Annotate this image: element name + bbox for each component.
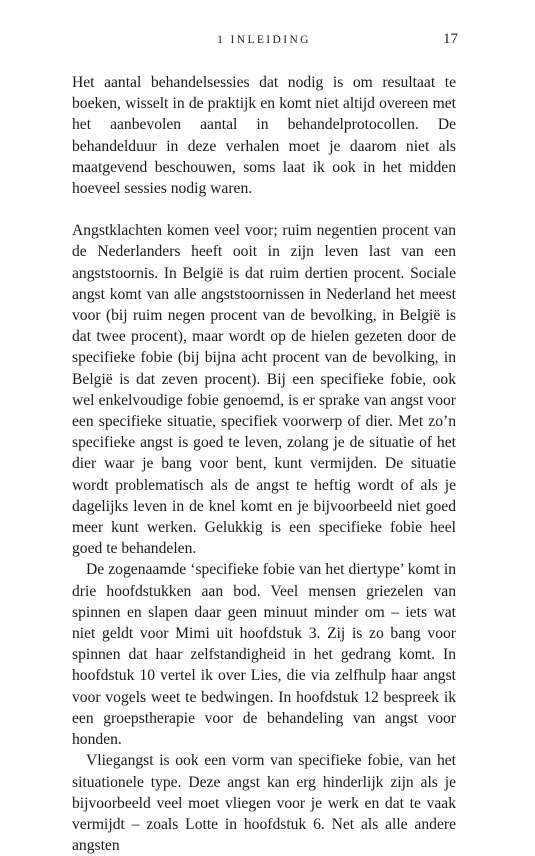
- body-text: [72, 72, 456, 856]
- page-number: 17: [443, 31, 458, 47]
- paragraph-animal-phobia: De zogenaamde ‘specifieke fobie van het diertype’ komt in drie hoofdstukken aan bod. Veel mensen griezelen van spinnen en slapen daar geen minuut minder om – iets wat niet geldt voor Mimi uit hoofdstuk 3. Zij is zo bang voor spinnen dat haar zelfstandigheid in het gedrang komt. In hoofdstuk 10 vertel ik over Lies, die via zelfhulp haar angst voor vogels weet te bedwingen. In hoofdstuk 12 bespreek ik een groepstherapie voor de behandeling van angst voor honden.: [72, 561, 456, 749]
- paragraph-anxiety-prevalence: Angstklachten komen veel voor; ruim negentien procent van de Nederlanders heeft ooit in zijn leven last van een angststoornis. In België is dat ruim dertien procent. Sociale angst komt van alle angststoornissen in Nederland het meest voor (bij ruim negen procent van de bevolking, in België is dat twee procent), maar wordt op de hielen gezeten door de specifieke fobie (bij bijna acht procent van de bevolking, in België is dat zeven procent). Bij een specifieke fobie, ook wel enkelvoudige fobie genoemd, is er sprake van angst voor een specifieke situatie, specifiek voorwerp of dier. Met zo’n specifieke angst is goed te leven, zolang je de situatie of het dier waar je bang voor bent, kunt vermijden. De situatie wordt problematisch als de angst te heftig wordt of als je dagelijks leven in de knel komt en je bijvoorbeeld niet goed meer kunt werken. Gelukkig is een specifieke fobie heel goed te behandelen.: [72, 222, 456, 558]
- running-header: [72, 31, 458, 52]
- paragraph-treatment-sessions: Het aantal behandelsessies dat nodig is om resultaat te boeken, wisselt in de praktijk en komt niet altijd overeen met het aanbevolen aantal in behandelprotocollen. De behandelduur in deze verhalen moet je daarom niet als maatgevend beschouwen, soms laat ik ook in het midden hoeveel sessies nodig waren.: [72, 74, 456, 198]
- paragraph-fear-of-flying: Vliegangst is ook een vorm van specifieke fobie, van het situationele type. Deze angst kan erg hinderlijk zijn als je bijvoorbeeld veel moet vliegen voor je werk en dat te vaak vermijdt – zoals Lotte in hoofdstuk 6. Net als alle andere angsten: [72, 752, 456, 855]
- running-chapter-title: 1 INLEIDING: [217, 34, 311, 46]
